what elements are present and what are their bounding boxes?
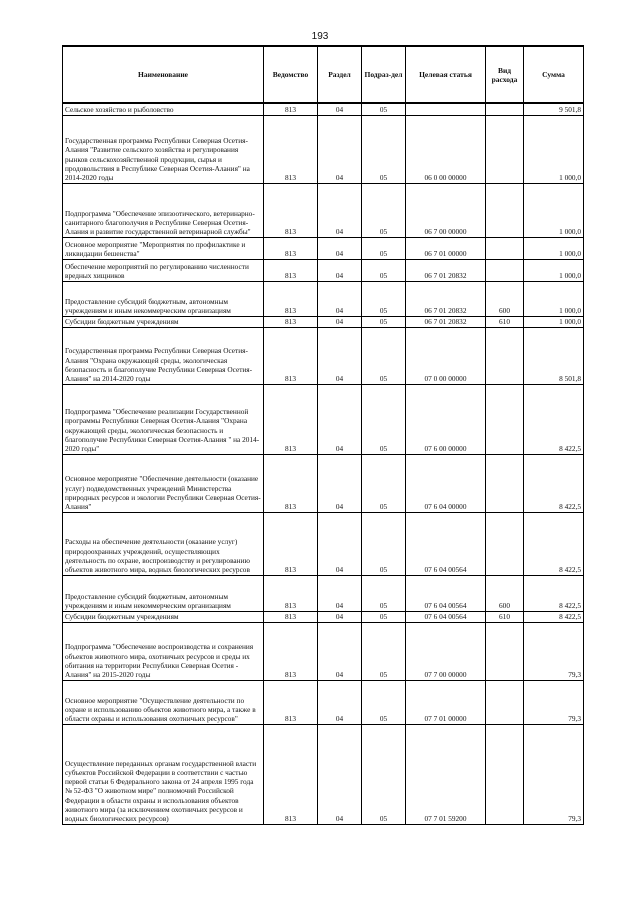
row-sum: 8 422,5 [524, 384, 584, 454]
row-subsection: 05 [362, 454, 406, 512]
row-name: Расходы на обеспечение деятельности (оказание услуг) природоохранных учреждений, осуществляющих деятельность по охране, воспроизводству и регулированию объектов животного мира, водных биологических ресурсов [63, 512, 264, 575]
row-department: 813 [264, 115, 318, 183]
header-name: Наименование [63, 46, 264, 103]
table-row [63, 575, 584, 611]
row-section: 04 [318, 384, 362, 454]
row-expense-type: 610 [486, 611, 524, 622]
row-target-article: 06 0 00 00000 [406, 115, 486, 183]
row-sum: 79,3 [524, 680, 584, 724]
table-row [63, 183, 584, 237]
header-sum: Сумма [524, 46, 584, 103]
header-department: Ведомство [264, 46, 318, 103]
row-expense-type [486, 103, 524, 115]
row-section: 04 [318, 183, 362, 237]
row-name: Государственная программа Республики Северная Осетия-Алания "Развитие сельского хозяйства и регулирования рынков сельскохозяйственной продукции, сырья и продовольствия в Республике Северная Осетия-Алания" на 2014-2020 годы [63, 115, 264, 183]
row-name: Основное мероприятие "Мероприятия по профилактике и ликвидации бешенства" [63, 237, 264, 259]
row-subsection: 05 [362, 384, 406, 454]
row-target-article: 07 7 01 00000 [406, 680, 486, 724]
row-department: 813 [264, 575, 318, 611]
row-name: Субсидии бюджетным учреждениям [63, 611, 264, 622]
row-expense-type [486, 237, 524, 259]
row-expense-type [486, 622, 524, 680]
table-row [63, 454, 584, 512]
row-department: 813 [264, 183, 318, 237]
row-section: 04 [318, 724, 362, 824]
row-target-article: 07 6 04 00564 [406, 611, 486, 622]
row-subsection: 05 [362, 259, 406, 281]
table-row [63, 384, 584, 454]
row-name: Предоставление субсидий бюджетным, автономным учреждениям и иным некоммерческим организациям [63, 575, 264, 611]
row-section: 04 [318, 622, 362, 680]
table-row [63, 103, 584, 115]
row-target-article: 07 6 04 00564 [406, 575, 486, 611]
row-target-article: 07 6 04 00564 [406, 512, 486, 575]
row-target-article [406, 103, 486, 115]
header-subsection: Подраз-дел [362, 46, 406, 103]
row-subsection: 05 [362, 183, 406, 237]
row-section: 04 [318, 611, 362, 622]
row-department: 813 [264, 454, 318, 512]
row-subsection: 05 [362, 316, 406, 327]
row-target-article: 06 7 01 20832 [406, 259, 486, 281]
row-expense-type [486, 454, 524, 512]
row-department: 813 [264, 611, 318, 622]
row-sum: 8 422,5 [524, 575, 584, 611]
row-target-article: 06 7 01 20832 [406, 281, 486, 316]
row-department: 813 [264, 622, 318, 680]
row-target-article: 06 7 00 00000 [406, 183, 486, 237]
table-row [63, 680, 584, 724]
row-name: Обеспечение мероприятий по регулированию численности вредных хищников [63, 259, 264, 281]
table-body [63, 103, 584, 824]
row-subsection: 05 [362, 103, 406, 115]
row-department: 813 [264, 680, 318, 724]
row-department: 813 [264, 512, 318, 575]
row-department: 813 [264, 724, 318, 824]
row-expense-type [486, 512, 524, 575]
row-department: 813 [264, 384, 318, 454]
row-section: 04 [318, 575, 362, 611]
table-row [63, 281, 584, 316]
row-subsection: 05 [362, 575, 406, 611]
row-expense-type: 610 [486, 316, 524, 327]
row-target-article: 07 7 01 59200 [406, 724, 486, 824]
row-sum: 8 422,5 [524, 611, 584, 622]
row-name: Государственная программа Республики Северная Осетия-Алания "Охрана окружающей среды, экологическая безопасность и благополучие Республики Северная Осетия-Алания" на 2014-2020 годы [63, 327, 264, 384]
row-target-article: 07 0 00 00000 [406, 327, 486, 384]
row-subsection: 05 [362, 512, 406, 575]
row-subsection: 05 [362, 611, 406, 622]
table-row [63, 115, 584, 183]
row-section: 04 [318, 259, 362, 281]
row-sum: 8 422,5 [524, 454, 584, 512]
page-number: 193 [311, 31, 329, 42]
row-sum: 1 000,0 [524, 316, 584, 327]
row-name: Подпрограмма "Обеспечение эпизоотического, ветеринарно-санитарного благополучия в Республике Северная Осетия-Алания и развитие государственной ветеринарной службы" [63, 183, 264, 237]
row-target-article: 06 7 01 00000 [406, 237, 486, 259]
row-name: Предоставление субсидий бюджетным, автономным учреждениям и иным некоммерческим организациям [63, 281, 264, 316]
row-expense-type [486, 115, 524, 183]
row-name: Основное мероприятие "Обеспечение деятельности (оказание услуг) подведомственных учреждений Министерства природных ресурсов и экологии Республики Северная Осетия-Алания" [63, 454, 264, 512]
row-sum: 1 000,0 [524, 259, 584, 281]
row-department: 813 [264, 237, 318, 259]
row-subsection: 05 [362, 237, 406, 259]
table-row [63, 611, 584, 622]
table-row [63, 327, 584, 384]
row-expense-type [486, 183, 524, 237]
row-section: 04 [318, 327, 362, 384]
row-expense-type [486, 327, 524, 384]
row-sum: 1 000,0 [524, 237, 584, 259]
row-sum: 8 501,8 [524, 327, 584, 384]
row-department: 813 [264, 259, 318, 281]
row-name: Субсидии бюджетным учреждениям [63, 316, 264, 327]
row-subsection: 05 [362, 327, 406, 384]
row-name: Подпрограмма "Обеспечение воспроизводства и сохранения объектов животного мира, охотничьих ресурсов и среды их обитания на территории Республики Северная Осетия - Алания" на 2015-2020 годы [63, 622, 264, 680]
row-section: 04 [318, 237, 362, 259]
row-section: 04 [318, 512, 362, 575]
row-name: Подпрограмма "Обеспечение реализации Государственной программы Республики Северная Осетия-Алания "Охрана окружающей среды, экологическая безопасность и благополучие Республики Северная Осетия-Алания " на 2014-2020 годы" [63, 384, 264, 454]
row-department: 813 [264, 316, 318, 327]
row-target-article: 07 6 00 00000 [406, 384, 486, 454]
row-section: 04 [318, 281, 362, 316]
row-department: 813 [264, 327, 318, 384]
row-section: 04 [318, 454, 362, 512]
row-expense-type [486, 680, 524, 724]
row-department: 813 [264, 281, 318, 316]
header-expense-type: Вид расхода [486, 46, 524, 103]
row-target-article: 06 7 01 20832 [406, 316, 486, 327]
row-name: Основное мероприятие "Осуществление деятельности по охране и использованию объектов животного мира, а также в области охраны и использования охотничьих ресурсов" [63, 680, 264, 724]
row-sum: 9 501,8 [524, 103, 584, 115]
row-subsection: 05 [362, 281, 406, 316]
row-expense-type [486, 384, 524, 454]
table-row [63, 316, 584, 327]
row-department: 813 [264, 103, 318, 115]
table-header-row [63, 46, 584, 103]
row-sum: 1 000,0 [524, 183, 584, 237]
row-sum: 1 000,0 [524, 115, 584, 183]
row-name: Осуществление переданных органам государственной власти субъектов Российской Федерации в соответствии с частью первой статьи 6 Федерального закона от 24 апреля 1995 года № 52-ФЗ "О животном мире" полномочий Российской Федерации в области охраны и использования объектов животного мира (за исключением охотничьих ресурсов и водных биологических ресурсов) [63, 724, 264, 824]
row-subsection: 05 [362, 622, 406, 680]
row-target-article: 07 7 00 00000 [406, 622, 486, 680]
row-sum: 79,3 [524, 724, 584, 824]
table-row [63, 259, 584, 281]
table-row [63, 237, 584, 259]
header-section: Раздел [318, 46, 362, 103]
row-subsection: 05 [362, 680, 406, 724]
row-subsection: 05 [362, 115, 406, 183]
row-section: 04 [318, 316, 362, 327]
row-sum: 79,3 [524, 622, 584, 680]
row-expense-type [486, 724, 524, 824]
table-row [63, 622, 584, 680]
row-sum: 1 000,0 [524, 281, 584, 316]
row-expense-type: 600 [486, 281, 524, 316]
row-section: 04 [318, 680, 362, 724]
row-sum: 8 422,5 [524, 512, 584, 575]
table-row [63, 512, 584, 575]
row-section: 04 [318, 115, 362, 183]
row-expense-type: 600 [486, 575, 524, 611]
table-row [63, 724, 584, 824]
row-name: Сельское хозяйство и рыболовство [63, 103, 264, 115]
row-section: 04 [318, 103, 362, 115]
row-expense-type [486, 259, 524, 281]
header-target-article: Целевая статья [406, 46, 486, 103]
row-subsection: 05 [362, 724, 406, 824]
budget-table [62, 45, 584, 825]
row-target-article: 07 6 04 00000 [406, 454, 486, 512]
